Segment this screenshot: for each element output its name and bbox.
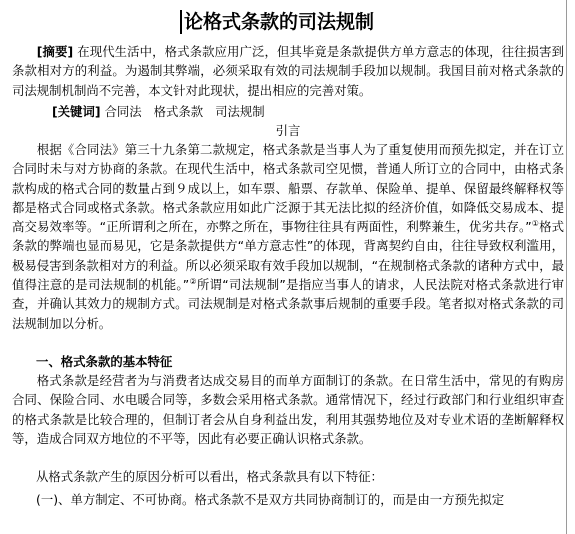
intro-heading: 引言 <box>275 123 301 138</box>
abstract-tag: [摘要] <box>36 44 74 59</box>
keyword-item: 格式条款 <box>153 104 204 119</box>
keywords-tag: [关键词] <box>52 104 101 119</box>
keyword-item: 司法规制 <box>215 104 265 119</box>
abstract-text: 在现代生活中，格式条款应用广泛，但其毕竟是条款提供方单方意志的体现，往往损害到条款相对方的利益。为遏制其弊端，必须采取有效的司法规制手段加以规制。我国目前对格式条款的司法规制机制尚不完善，本文针对此现状，提出相应的完善对策。 <box>12 44 565 98</box>
footnote-marker-2[interactable]: ② <box>189 276 197 286</box>
intro-text-part-3: 所谓“司法规制”是指应当事人的请求，人民法院对格式条款进行审查，并确认其效力的规制方式。司法规制是对格式条款事后规制的重要手段。笔者拟对格式条款的司法规制加以分析。 <box>12 277 564 331</box>
abstract-paragraph <box>12 42 564 100</box>
text-cursor <box>180 10 182 34</box>
intro-text-part-1: 根据《合同法》第三十九条第二款规定，格式条款是当事人为了重复使用而预先拟定，并在订立合同时未与对方协商的条款。在现代生活中，格式条款司空见惯，普通人所订立的合同中，由格式条款构成的格式合同的数量占到９成以上，如车票、船票、存款单、保险单、提单、保留最终解释权等都是格式合同或格式条款。格式条款应用如此广泛源于其无法比拟的经济价值，如降低交易成本、提高交易效率等。“正所谓利之所在，亦弊之所在，事物往往具有两面性，利弊兼生，优劣共存。” <box>12 142 564 235</box>
section-paragraph: 格式条款是经营者为与消费者达成交易目的而单方面制订的条款。在日常生活中，常见的有购房合同、保险合同、水电暖合同等，多数会采用格式条款。通常情况下，经过行政部门和行业组织审查的格式条款是比较合理的，但制订者会从自身利益出发，利用其强势地位及对专业术语的垄断解释权等，造成合同双方地位的不平等，因此有必要正确认识格式条款。 <box>12 373 564 446</box>
intro-text-part-2: 格式条款的弊端也显而易见，它是条款提供方“单方意志性”的体现，背离契约自由，往往导致权利滥用，极易侵害到条款相对方的利益。所以必须采取有效手段加以规制，“在规制格式条款的诸种方式中，最值得注意的是司法规制的机能。” <box>12 219 565 293</box>
footnote-marker-1[interactable]: ① <box>531 219 540 229</box>
features-intro-sentence: 从格式条款产生的原因分析可以看出，格式条款具有以下特征： <box>36 469 383 484</box>
keyword-item: 合同法 <box>104 104 142 119</box>
intro-paragraph <box>12 140 564 333</box>
section-heading: 一、格式条款的基本特征 <box>36 354 173 369</box>
feature-item-1: (一)、单方制定、不可协商。格式条款不是双方共同协商制订的，而是由一方预先拟定 <box>36 492 505 507</box>
page-edge-divider <box>566 0 567 534</box>
keywords-line <box>52 102 273 121</box>
document-title: 论格式条款的司法规制 <box>184 11 375 33</box>
